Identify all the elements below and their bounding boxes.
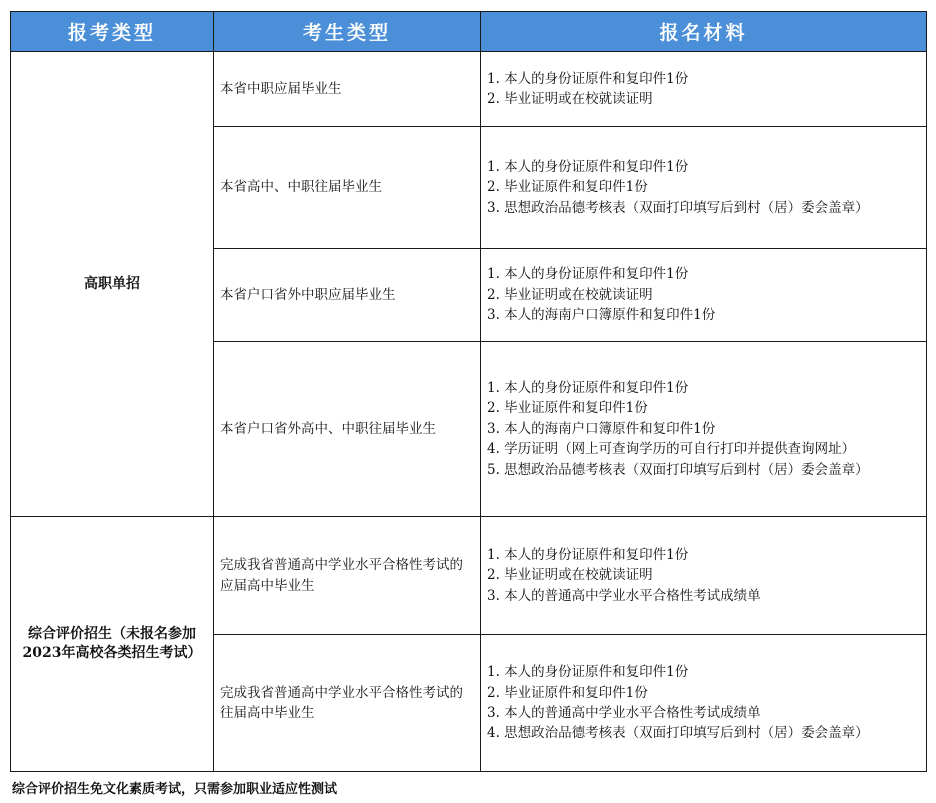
material-item: 4. 思想政治品德考核表（双面打印填写后到村（居）委会盖章） xyxy=(487,725,869,742)
student-type-cell: 本省高中、中职往届毕业生 xyxy=(214,127,481,249)
table-row xyxy=(11,52,927,127)
material-item: 2. 毕业证明或在校就读证明 xyxy=(487,91,653,107)
material-item: 3. 本人的海南户口簿原件和复印件1份 xyxy=(487,420,716,437)
student-type-cell: 完成我省普通高中学业水平合格性考试的往届高中毕业生 xyxy=(214,635,481,772)
student-type-cell: 本省中职应届毕业生 xyxy=(214,52,481,127)
footnote: 综合评价招生免文化素质考试，只需参加职业适应性测试 xyxy=(12,782,338,797)
header-student-type: 考生类型 xyxy=(214,12,481,52)
material-item: 4. 学历证明（网上可查询学历的可自行打印并提供查询网址） xyxy=(487,441,856,458)
material-item: 2. 毕业证明或在校就读证明 xyxy=(487,286,653,303)
material-item: 2. 毕业证原件和复印件1份 xyxy=(487,179,648,196)
category-cell: 高职单招 xyxy=(11,52,214,517)
material-item: 1. 本人的身份证原件和复印件1份 xyxy=(487,379,689,396)
material-item: 2. 毕业证明或在校就读证明 xyxy=(487,567,653,584)
material-item: 1. 本人的身份证原件和复印件1份 xyxy=(487,158,689,175)
material-item: 3. 思想政治品德考核表（双面打印填写后到村（居）委会盖章） xyxy=(487,199,869,216)
header-materials: 报名材料 xyxy=(481,12,927,52)
material-item: 2. 毕业证原件和复印件1份 xyxy=(487,400,648,417)
registration-materials-table xyxy=(10,11,927,772)
header-exam-type: 报考类型 xyxy=(11,12,214,52)
material-item: 2. 毕业证原件和复印件1份 xyxy=(487,684,648,701)
material-item: 3. 本人的普通高中学业水平合格性考试成绩单 xyxy=(487,705,761,721)
material-item: 1. 本人的身份证原件和复印件1份 xyxy=(487,546,689,563)
material-item: 1. 本人的身份证原件和复印件1份 xyxy=(487,266,689,283)
material-item: 3. 本人的海南户口簿原件和复印件1份 xyxy=(487,307,716,324)
table-row xyxy=(11,517,927,635)
category-cell: 综合评价招生（未报名参加2023年高校各类招生考试） xyxy=(11,517,214,772)
material-item: 1. 本人的身份证原件和复印件1份 xyxy=(487,70,689,87)
material-item: 3. 本人的普通高中学业水平合格性考试成绩单 xyxy=(487,587,761,604)
student-type-cell: 本省户口省外中职应届毕业生 xyxy=(214,249,481,342)
materials-cell xyxy=(481,635,927,772)
material-item: 1. 本人的身份证原件和复印件1份 xyxy=(487,664,689,681)
materials-cell xyxy=(481,249,927,342)
materials-cell xyxy=(481,517,927,635)
student-type-cell: 本省户口省外高中、中职往届毕业生 xyxy=(214,342,481,517)
material-item: 5. 思想政治品德考核表（双面打印填写后到村（居）委会盖章） xyxy=(487,461,869,478)
materials-cell xyxy=(481,52,927,127)
student-type-cell: 完成我省普通高中学业水平合格性考试的应届高中毕业生 xyxy=(214,517,481,635)
header-row xyxy=(11,12,927,52)
materials-cell xyxy=(481,342,927,517)
materials-cell xyxy=(481,127,927,249)
